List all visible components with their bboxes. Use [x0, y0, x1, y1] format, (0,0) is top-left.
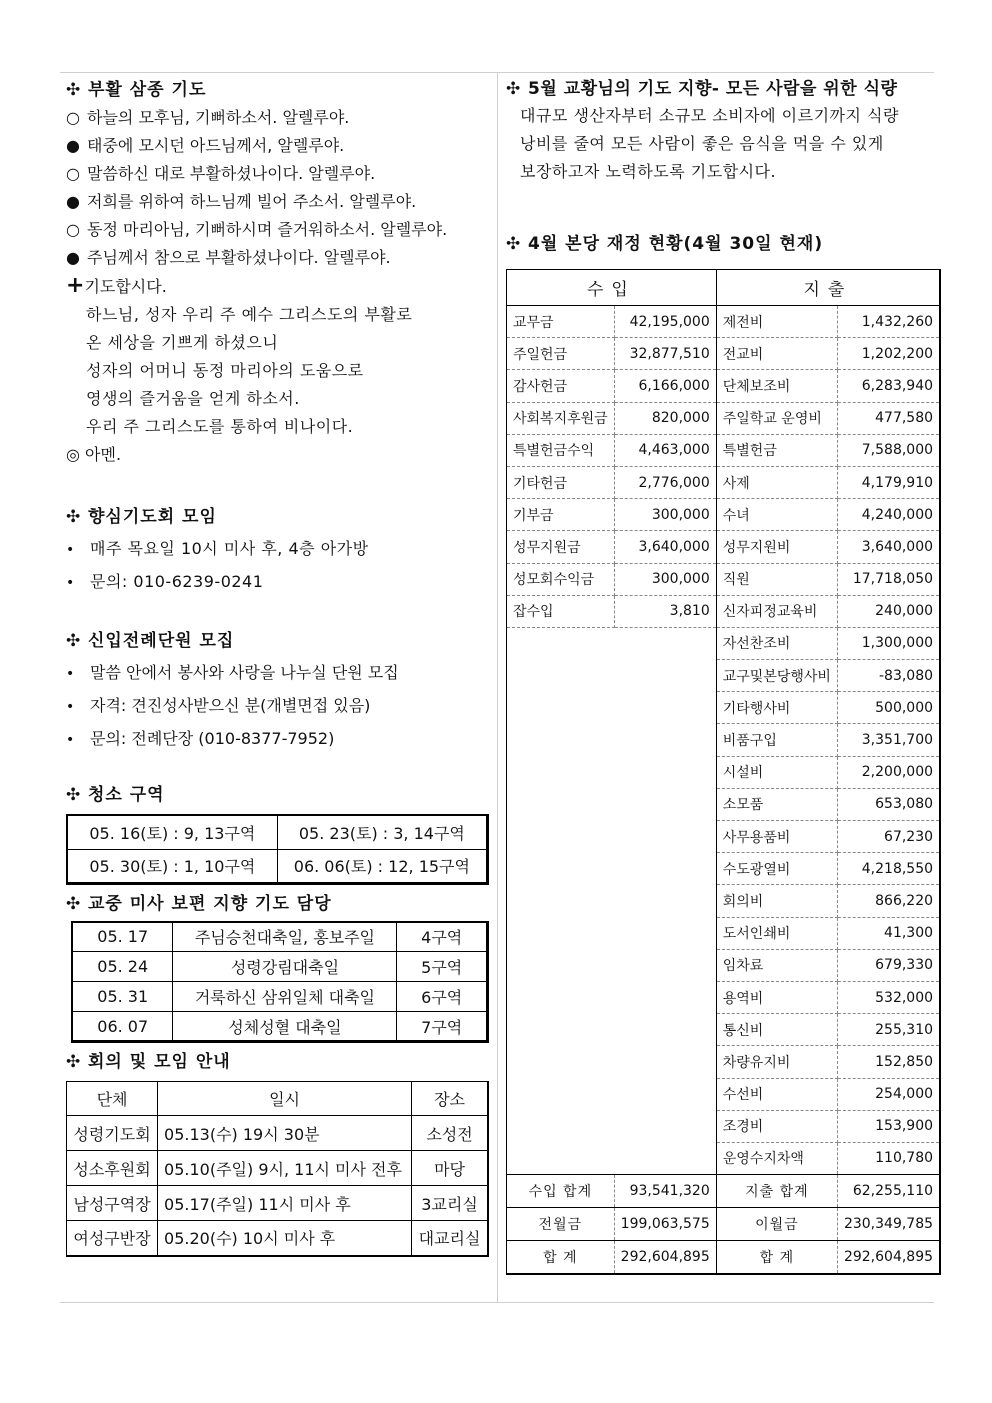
table-cell: 05.17(주일) 11시 미사 후 — [158, 1186, 412, 1221]
prayer-line — [66, 216, 492, 244]
table-row — [67, 815, 488, 849]
table-cell: 05. 16(토) : 9, 13구역 — [67, 815, 277, 849]
expense-amount: 3,640,000 — [837, 531, 940, 563]
hyangsim-section — [66, 502, 492, 594]
expense-item: 운영수지차액 — [716, 1142, 837, 1174]
cross-icon: ✣ — [66, 507, 82, 527]
expense-amount: 254,000 — [837, 1078, 940, 1110]
table-row — [507, 370, 941, 402]
open-circle-icon: ○ — [66, 108, 80, 127]
table-cell: 성령강림대축일 — [173, 952, 397, 982]
income-item: 기부금 — [507, 499, 615, 531]
expense-amount: 7,588,000 — [837, 434, 940, 466]
totals-cell: 전월금 — [507, 1208, 615, 1241]
table-row — [72, 1012, 488, 1042]
pope-intention-section — [506, 76, 916, 228]
table-cell: 남성구역장 — [67, 1186, 158, 1221]
cleaning-table — [66, 814, 489, 885]
expense-amount: 3,351,700 — [837, 724, 940, 756]
section-title: ✣ 회의 및 모임 안내 — [66, 1047, 492, 1077]
table-cell: 5구역 — [397, 952, 488, 982]
section-title: ✣ 교중 미사 보편 지향 기도 담당 — [66, 889, 492, 919]
expense-item: 소모품 — [716, 788, 837, 820]
bullet-icon: • — [66, 542, 75, 558]
cross-icon: ✣ — [66, 80, 82, 100]
expense-amount: 477,580 — [837, 402, 940, 434]
expense-amount: 255,310 — [837, 1014, 940, 1046]
expense-amount: 1,300,000 — [837, 627, 940, 659]
prayer-lines — [66, 104, 492, 272]
table-row — [67, 1221, 489, 1256]
income-item: 주일헌금 — [507, 338, 615, 370]
table-cell: 대교리실 — [412, 1221, 488, 1256]
table-cell: 05. 24 — [72, 952, 173, 982]
table-cell: 소성전 — [412, 1116, 488, 1151]
table-row — [507, 499, 941, 531]
income-amount: 820,000 — [614, 402, 716, 434]
table-cell: 7구역 — [397, 1012, 488, 1042]
expense-item: 성무지원비 — [716, 531, 837, 563]
section-title: ✣ 향심기도회 모임 — [66, 502, 492, 532]
prayer-body-line: 우리 주 그리스도를 통하여 비나이다. — [86, 417, 354, 436]
table-cell: 마당 — [412, 1151, 488, 1186]
expense-item: 회의비 — [716, 885, 837, 917]
finance-table — [506, 269, 941, 1275]
income-amount: 3,640,000 — [614, 531, 716, 563]
totals-cell: 수입 합계 — [507, 1175, 615, 1208]
meetings-section — [66, 1047, 492, 1257]
expense-amount: 4,240,000 — [837, 499, 940, 531]
expense-item: 사제 — [716, 466, 837, 498]
income-amount: 32,877,510 — [614, 338, 716, 370]
table-cell: 성소후원회 — [67, 1151, 158, 1186]
bullet-icon: • — [66, 732, 75, 748]
table-row — [507, 466, 941, 498]
list-item — [66, 565, 492, 598]
list-item — [66, 532, 492, 565]
table-cell: 05. 30(토) : 1, 10구역 — [67, 849, 277, 883]
prayer-body-line: 성자의 어머니 동정 마리아의 도움으로 — [86, 361, 364, 380]
table-row — [67, 1186, 489, 1221]
column-header: 장소 — [412, 1082, 488, 1116]
table-cell: 05. 23(토) : 3, 14구역 — [277, 815, 487, 849]
table-row — [507, 563, 941, 595]
bullet-icon: • — [66, 699, 75, 715]
cross-icon: ✣ — [506, 79, 521, 99]
expense-amount: 4,218,550 — [837, 853, 940, 885]
easter-prayer-section — [66, 76, 492, 468]
table-cell: 성령기도회 — [67, 1116, 158, 1151]
table-cell: 여성구반장 — [67, 1221, 158, 1256]
pope-intention-line: 낭비를 줄여 모든 사람이 좋은 음식을 먹을 수 있게 — [520, 134, 884, 153]
expense-item: 특별헌금 — [716, 434, 837, 466]
expense-header: 지출 — [716, 270, 940, 306]
expense-amount: 653,080 — [837, 788, 940, 820]
table-cell: 05.10(주일) 9시, 11시 미사 전후 — [158, 1151, 412, 1186]
income-amount: 42,195,000 — [614, 306, 716, 338]
table-row — [507, 402, 941, 434]
expense-item: 수선비 — [716, 1078, 837, 1110]
table-row — [507, 338, 941, 370]
section-title: ✣ 부활 삼종 기도 — [66, 76, 492, 104]
expense-item: 수녀 — [716, 499, 837, 531]
expense-item: 신자피정교육비 — [716, 595, 837, 627]
cross-icon: ✣ — [66, 785, 82, 805]
right-column — [506, 76, 934, 1275]
bullet-icon: • — [66, 575, 75, 591]
totals-row — [507, 1208, 941, 1241]
expense-item: 주일학교 운영비 — [716, 402, 837, 434]
pope-intention-line: 대규모 생산자부터 소규모 소비자에 이르기까지 식량 — [520, 106, 899, 125]
bottom-rule — [60, 1302, 934, 1303]
prayer-line-text: 동정 마리아님, 기뻐하시며 즐거워하소서. 알렐루야. — [87, 220, 448, 239]
list-item-text: 매주 목요일 10시 미사 후, 4층 아가방 — [90, 539, 369, 558]
expense-amount: 866,220 — [837, 885, 940, 917]
income-amount: 3,810 — [614, 595, 716, 627]
expense-item: 직원 — [716, 563, 837, 595]
plus-icon: + — [66, 273, 85, 298]
table-row — [507, 595, 941, 627]
table-cell: 06. 07 — [72, 1012, 173, 1042]
open-circle-icon: ○ — [66, 220, 80, 239]
table-row — [72, 922, 488, 952]
prayer-line — [66, 188, 492, 216]
table-cell: 05.20(수) 10시 미사 후 — [158, 1221, 412, 1256]
totals-cell: 199,063,575 — [614, 1208, 716, 1241]
filled-circle-icon: ● — [66, 136, 80, 155]
cross-icon: ✣ — [66, 1052, 82, 1072]
totals-cell: 합 계 — [507, 1241, 615, 1275]
list-item — [66, 656, 492, 689]
table-cell: 05. 17 — [72, 922, 173, 952]
expense-amount: 500,000 — [837, 692, 940, 724]
expense-amount: 679,330 — [837, 949, 940, 981]
list-item — [66, 689, 492, 722]
table-cell: 05. 31 — [72, 982, 173, 1012]
expense-item: 시설비 — [716, 756, 837, 788]
list-item-text: 자격: 견진성사받으신 분(개별면접 있음) — [90, 696, 371, 715]
table-cell: 06. 06(토) : 12, 15구역 — [277, 849, 487, 883]
section-title: ✣ 5월 교황님의 기도 지향- 모든 사람을 위한 식량 — [506, 76, 916, 102]
expense-item: 단체보조비 — [716, 370, 837, 402]
totals-row — [507, 1175, 941, 1208]
section-title: ✣ 신입전례단원 모집 — [66, 626, 492, 656]
prayer-body-line: 영생의 즐거움을 얻게 하소서. — [86, 389, 300, 408]
table-row — [507, 434, 941, 466]
prayer-line-text: 주님께서 참으로 부활하셨나이다. 알렐루야. — [87, 248, 391, 267]
expense-amount: 110,780 — [837, 1142, 940, 1174]
cross-icon: ✣ — [66, 893, 82, 914]
totals-cell: 62,255,110 — [837, 1175, 940, 1208]
expense-amount: -83,080 — [837, 660, 940, 692]
income-header: 수입 — [507, 270, 717, 306]
prayer-line-text: 태중에 모시던 아드님께서, 알렐루야. — [87, 136, 345, 155]
expense-amount: 240,000 — [837, 595, 940, 627]
expense-item: 수도광열비 — [716, 853, 837, 885]
expense-item: 도서인쇄비 — [716, 917, 837, 949]
totals-row — [507, 1241, 941, 1275]
finance-section — [506, 228, 934, 1275]
list-item-text: 문의: 010-6239-0241 — [90, 572, 264, 591]
liturgy-list — [66, 656, 492, 755]
prayer-line — [66, 244, 492, 272]
cross-icon: ✣ — [506, 234, 522, 254]
expense-item: 제전비 — [716, 306, 837, 338]
income-amount: 2,776,000 — [614, 466, 716, 498]
section-title: ✣ 4월 본당 재정 현황(4월 30일 현재) — [506, 228, 916, 260]
expense-item: 용역비 — [716, 981, 837, 1013]
totals-cell: 93,541,320 — [614, 1175, 716, 1208]
table-row — [67, 1116, 489, 1151]
prayer-line — [66, 132, 492, 160]
expense-item: 통신비 — [716, 1014, 837, 1046]
prayer-line — [66, 104, 492, 132]
cross-icon: ✣ — [66, 631, 82, 651]
expense-amount: 153,900 — [837, 1110, 940, 1142]
cleaning-section — [66, 780, 492, 885]
income-item: 감사헌금 — [507, 370, 615, 402]
open-circle-icon: ○ — [66, 164, 80, 183]
expense-amount: 1,432,260 — [837, 306, 940, 338]
list-item — [66, 722, 492, 755]
totals-cell: 292,604,895 — [837, 1241, 940, 1275]
expense-item: 사무용품비 — [716, 821, 837, 853]
table-cell: 성체성혈 대축일 — [173, 1012, 397, 1042]
bullet-icon: • — [66, 666, 75, 682]
table-cell: 6구역 — [397, 982, 488, 1012]
expense-amount: 41,300 — [837, 917, 940, 949]
mass-prayer-table — [71, 921, 489, 1044]
expense-item: 차량유지비 — [716, 1046, 837, 1078]
meetings-table — [66, 1081, 489, 1257]
table-row — [507, 531, 941, 563]
filled-circle-icon: ● — [66, 248, 80, 267]
expense-amount: 4,179,910 — [837, 466, 940, 498]
expense-item: 전교비 — [716, 338, 837, 370]
mass-prayer-section — [66, 889, 492, 1044]
section-title: ✣ 청소 구역 — [66, 780, 492, 810]
totals-cell: 이월금 — [716, 1208, 837, 1241]
income-amount: 4,463,000 — [614, 434, 716, 466]
table-row — [67, 849, 488, 883]
table-row — [72, 982, 488, 1012]
income-item: 사회복지후원금 — [507, 402, 615, 434]
income-item: 교무금 — [507, 306, 615, 338]
amen-line: ◎ 아멘. — [66, 445, 122, 464]
prayer-line-text: 하늘의 모후님, 기뻐하소서. 알렐루야. — [87, 108, 350, 127]
filled-circle-icon: ● — [66, 192, 80, 211]
table-row — [507, 306, 941, 338]
totals-cell: 292,604,895 — [614, 1241, 716, 1275]
expense-amount: 152,850 — [837, 1046, 940, 1078]
expense-amount: 6,283,940 — [837, 370, 940, 402]
prayer-body — [66, 301, 492, 441]
income-item: 성무지원금 — [507, 531, 615, 563]
table-cell: 주님승천대축일, 홍보주일 — [173, 922, 397, 952]
prayer-body-line: 하느님, 성자 우리 주 예수 그리스도의 부활로 — [86, 305, 413, 324]
pope-intention-text — [506, 102, 916, 186]
totals-cell: 230,349,785 — [837, 1208, 940, 1241]
table-row — [67, 1151, 489, 1186]
income-item: 성모회수익금 — [507, 563, 615, 595]
list-item-text: 문의: 전례단장 (010-8377-7952) — [90, 729, 335, 748]
expense-amount: 2,200,000 — [837, 756, 940, 788]
expense-item: 자선찬조비 — [716, 627, 837, 659]
expense-amount: 17,718,050 — [837, 563, 940, 595]
income-amount: 300,000 — [614, 499, 716, 531]
expense-amount: 532,000 — [837, 981, 940, 1013]
table-row — [507, 627, 941, 659]
liturgy-recruit-section — [66, 626, 492, 758]
pray-label: +기도합시다. — [66, 273, 167, 298]
prayer-body-line: 온 세상을 기쁘게 하셨으니 — [86, 333, 279, 352]
expense-item: 기타행사비 — [716, 692, 837, 724]
table-cell: 4구역 — [397, 922, 488, 952]
column-header: 단체 — [67, 1082, 158, 1116]
hyangsim-list — [66, 532, 492, 598]
income-item: 잡수입 — [507, 595, 615, 627]
table-cell: 05.13(수) 19시 30분 — [158, 1116, 412, 1151]
table-cell: 거룩하신 삼위일체 대축일 — [173, 982, 397, 1012]
expense-item: 조경비 — [716, 1110, 837, 1142]
table-row — [72, 952, 488, 982]
empty-income-cell — [507, 627, 717, 1174]
expense-item: 비품구입 — [716, 724, 837, 756]
column-divider — [497, 72, 498, 1302]
prayer-line — [66, 160, 492, 188]
expense-item: 임차료 — [716, 949, 837, 981]
prayer-line-text: 저희를 위하여 하느님께 빌어 주소서. 알렐루야. — [87, 192, 417, 211]
expense-amount: 1,202,200 — [837, 338, 940, 370]
table-cell: 3교리실 — [412, 1186, 488, 1221]
prayer-line-text: 말씀하신 대로 부활하셨나이다. 알렐루야. — [87, 164, 376, 183]
column-header: 일시 — [158, 1082, 412, 1116]
list-item-text: 말씀 안에서 봉사와 사랑을 나누실 단원 모집 — [90, 663, 399, 682]
expense-item: 교구및본당행사비 — [716, 660, 837, 692]
income-item: 특별헌금수익 — [507, 434, 615, 466]
pope-intention-line: 보장하고자 노력하도록 기도합시다. — [520, 162, 777, 181]
left-column — [66, 76, 492, 1257]
expense-amount: 67,230 — [837, 821, 940, 853]
income-amount: 300,000 — [614, 563, 716, 595]
totals-cell: 지출 합계 — [716, 1175, 837, 1208]
income-item: 기타헌금 — [507, 466, 615, 498]
totals-cell: 합 계 — [716, 1241, 837, 1275]
income-amount: 6,166,000 — [614, 370, 716, 402]
